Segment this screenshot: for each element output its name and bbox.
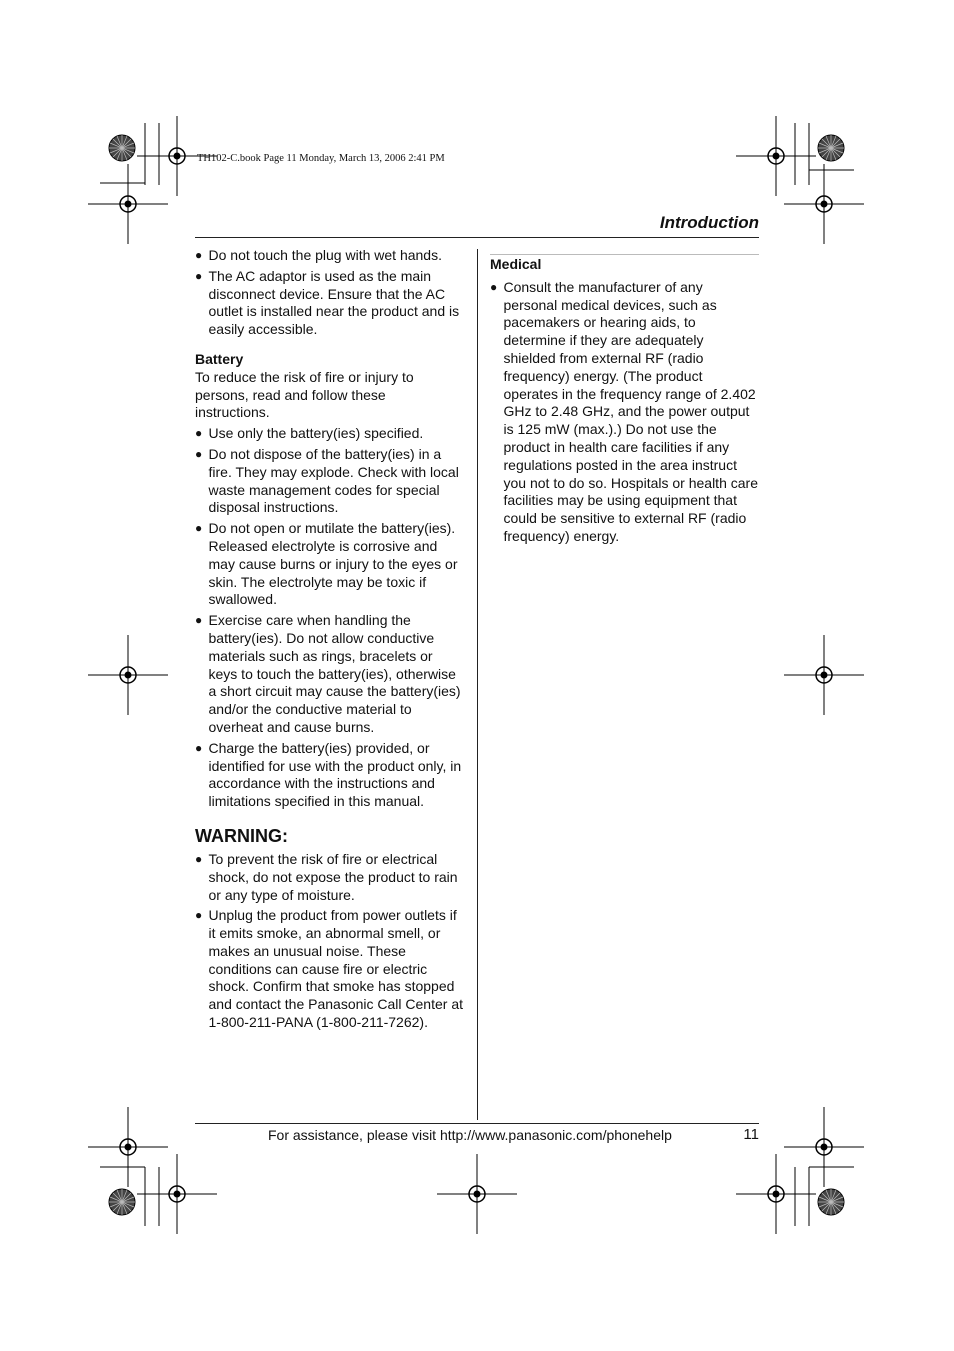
warning-heading: WARNING: (195, 825, 288, 846)
bullet-icon: ● (195, 248, 203, 262)
list-item (195, 425, 463, 443)
print-slug: TH102-C.book Page 11 Monday, March 13, 2006 2:41 PM (197, 153, 445, 164)
footer-rule (195, 1123, 759, 1124)
bullet-icon: ● (195, 521, 203, 536)
medical-heading: Medical (490, 256, 542, 272)
list-item (490, 279, 758, 546)
medical-rule (490, 254, 759, 255)
list-item-text: Exercise care when handling the battery(ies). Do not allow conductive materials such as rings, bracelets or keys to touch the battery(ies), otherwise a short circuit may cause the battery(ies) and/or the conductive material to overheat and cause burns. (208, 612, 461, 735)
section-title: Introduction (659, 213, 759, 232)
bullet-icon: ● (195, 426, 203, 441)
list-item (195, 446, 463, 517)
bullet-icon: ● (490, 279, 498, 294)
column-divider (477, 249, 478, 1120)
bullet-icon: ● (195, 908, 203, 923)
header-rule (195, 237, 759, 238)
list-item (195, 851, 463, 904)
list-item-text: The AC adaptor is used as the main disconnect device. Ensure that the AC outlet is installed near the product and is easily accessible. (208, 267, 460, 338)
bullet-icon: ● (195, 851, 203, 866)
list-item (195, 907, 463, 1032)
list-item-text: Charge the battery(ies) provided, or identified for use with the product only, in accordance with the instructions and limitations specified in this manual. (208, 739, 462, 810)
page-number: 11 (743, 1126, 759, 1143)
list-item-text: Do not dispose of the battery(ies) in a fire. They may explode. Check with local waste management codes for special disposal instructions. (208, 445, 459, 516)
list-item-text: To prevent the risk of fire or electrical shock, do not expose the product to rain or any type of moisture. (208, 850, 458, 903)
battery-heading: Battery (195, 350, 244, 367)
list-item (195, 247, 463, 265)
bullet-icon: ● (195, 268, 203, 283)
right-column (490, 256, 758, 549)
battery-intro: To reduce the risk of fire or injury to persons, read and follow these instructions. (195, 368, 414, 421)
list-item-text: Consult the manufacturer of any personal medical devices, such as pacemakers or hearing aids, to determine if they are adequately shielded from external RF (radio frequency) energy. (The product operates in the frequency range of 2.402 GHz to 2.48 GHz, and the power output is 125 mW (max.).) Do not use the product in health care facilities if any regulations posted in the area instruct you not to do so. Hospitals or health care facilities may be using equipment that could be sensitive to external RF (radio frequency) energy. (503, 278, 758, 544)
list-item (195, 520, 463, 609)
left-column (195, 247, 463, 1035)
bullet-icon: ● (195, 740, 203, 755)
list-item (195, 612, 463, 737)
footer-assistance-text: For assistance, please visit http://www.panasonic.com/phonehelp (268, 1127, 672, 1143)
bullet-icon: ● (195, 446, 203, 461)
list-item-text: Do not touch the plug with wet hands. (208, 247, 442, 263)
list-item (195, 740, 463, 811)
list-item-text: Unplug the product from power outlets if it emits smoke, an abnormal smell, or makes an unusual noise. These conditions can cause fire or electric shock. Confirm that smoke has stopped and contact the Panasonic Call Center at 1-800-211-PANA (1-800-211-7262). (208, 907, 463, 1031)
list-item (195, 268, 463, 339)
bullet-icon: ● (195, 613, 203, 628)
list-item-text: Do not open or mutilate the battery(ies). Released electrolyte is corrosive and may cause burns or injury to the eyes or skin. The electrolyte may be toxic if swallowed. (208, 520, 458, 608)
list-item-text: Use only the battery(ies) specified. (208, 425, 424, 442)
